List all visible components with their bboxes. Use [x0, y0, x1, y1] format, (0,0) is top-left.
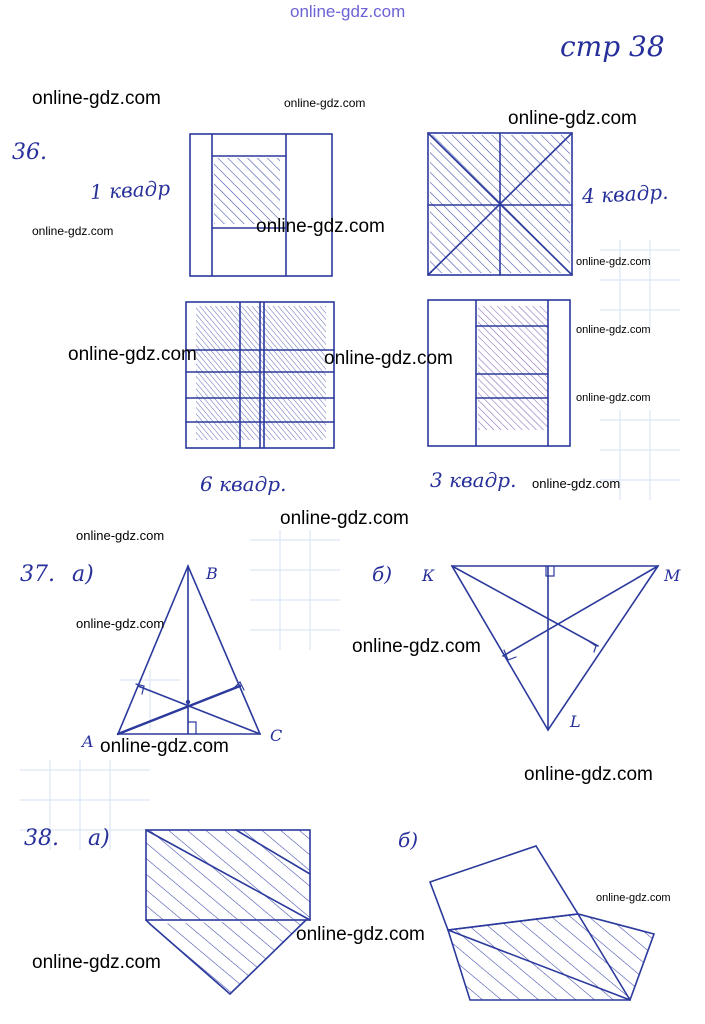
- vertex-k-label: К: [422, 566, 435, 585]
- watermark: online-gdz.com: [576, 392, 651, 404]
- watermark: online-gdz.com: [32, 224, 114, 238]
- watermark: online-gdz.com: [508, 108, 637, 129]
- watermark: online-gdz.com: [324, 348, 453, 369]
- vertex-m-label: М: [664, 566, 681, 585]
- watermark: online-gdz.com: [256, 216, 385, 237]
- watermark: online-gdz.com: [352, 636, 481, 657]
- watermark-top: online-gdz.com: [290, 2, 406, 21]
- vertex-l-label: L: [570, 712, 581, 731]
- watermark: online-gdz.com: [280, 508, 409, 529]
- triangle-abc: [118, 566, 260, 734]
- vertex-c-label: C: [270, 726, 283, 745]
- figure-one-square: [190, 134, 332, 276]
- exercise-36-number: 36.: [12, 140, 47, 165]
- exercise-37-number: 37.: [20, 562, 55, 587]
- exercise-38-part-b: б): [398, 828, 419, 852]
- figure-four-squares: [428, 133, 572, 275]
- label-1-square: 1 квадр: [89, 175, 171, 205]
- watermark: online-gdz.com: [524, 764, 653, 785]
- watermark: online-gdz.com: [76, 616, 165, 631]
- watermark: online-gdz.com: [532, 476, 621, 491]
- figure-six-squares: [186, 302, 334, 448]
- vertex-b-label: B: [206, 564, 218, 583]
- exercise-37-part-b: б): [372, 562, 393, 586]
- watermark: online-gdz.com: [68, 344, 197, 365]
- triangle-kml: [452, 566, 658, 730]
- page-number-label: стр 38: [560, 30, 665, 63]
- watermark: online-gdz.com: [596, 892, 671, 904]
- figure-three-squares: [428, 300, 570, 446]
- label-3-squares: 3 квадр.: [430, 468, 517, 492]
- watermark: online-gdz.com: [576, 324, 651, 336]
- figure-38b: [430, 846, 654, 1000]
- exercise-38-number: 38.: [24, 826, 59, 851]
- watermark: online-gdz.com: [32, 952, 161, 973]
- watermark: online-gdz.com: [296, 924, 425, 945]
- watermark: online-gdz.com: [100, 736, 229, 757]
- label-4-squares: 4 квадр.: [581, 179, 670, 209]
- watermark: online-gdz.com: [32, 88, 161, 109]
- figure-38a: [146, 830, 310, 994]
- watermark: online-gdz.com: [284, 96, 366, 110]
- vertex-a-label: A: [82, 732, 94, 751]
- watermark: online-gdz.com: [576, 256, 651, 268]
- watermark: online-gdz.com: [76, 528, 165, 543]
- exercise-38-part-a: а): [88, 826, 110, 851]
- exercise-37-part-a: а): [72, 562, 94, 587]
- label-6-squares: 6 квадр.: [200, 472, 287, 496]
